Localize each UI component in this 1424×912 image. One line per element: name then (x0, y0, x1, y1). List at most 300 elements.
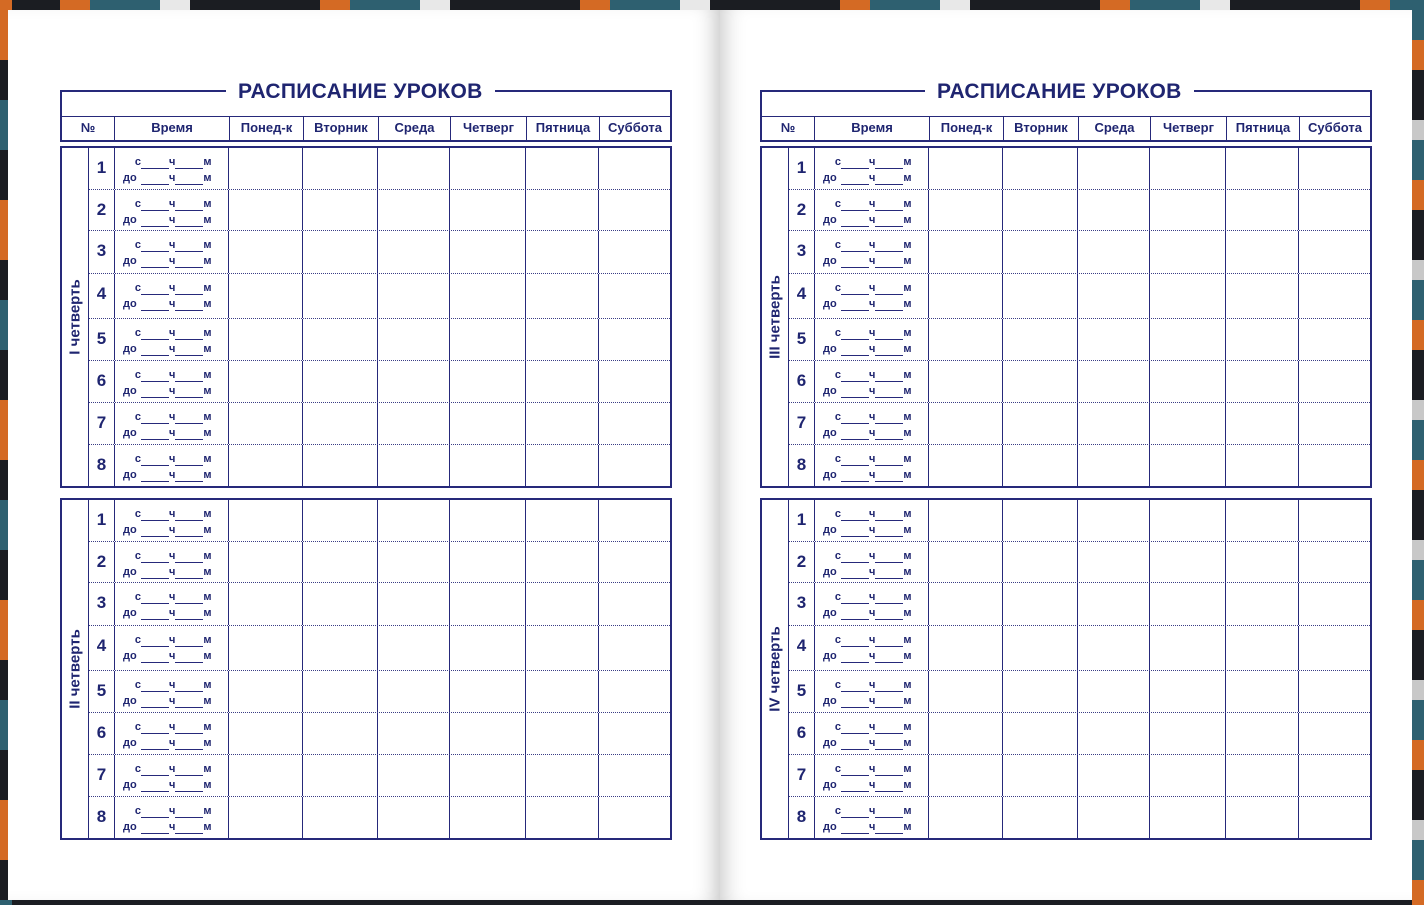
subject-cell[interactable] (229, 713, 303, 754)
subject-cell[interactable] (229, 500, 303, 541)
subject-cell[interactable] (1150, 445, 1226, 488)
lesson-time-field[interactable] (115, 274, 229, 318)
subject-cell[interactable] (378, 148, 450, 189)
subject-cell[interactable] (1078, 361, 1150, 402)
subject-cell[interactable] (1150, 755, 1226, 796)
hours-blank[interactable] (141, 681, 169, 692)
minutes-blank[interactable] (175, 636, 203, 647)
minutes-blank[interactable] (875, 345, 903, 356)
subject-cell[interactable] (450, 713, 526, 754)
subject-cell[interactable] (1150, 671, 1226, 713)
lesson-time-field[interactable] (815, 755, 929, 796)
minutes-blank[interactable] (175, 300, 203, 311)
subject-cell[interactable] (1226, 542, 1299, 583)
minutes-blank[interactable] (175, 345, 203, 356)
subject-cell[interactable] (929, 755, 1003, 796)
subject-cell[interactable] (929, 403, 1003, 444)
subject-cell[interactable] (450, 671, 526, 713)
minutes-blank[interactable] (875, 471, 903, 482)
subject-cell[interactable] (1078, 190, 1150, 231)
minutes-blank[interactable] (875, 455, 903, 466)
subject-cell[interactable] (1003, 190, 1078, 231)
subject-cell[interactable] (1150, 361, 1226, 402)
minutes-blank[interactable] (175, 455, 203, 466)
hours-blank[interactable] (841, 807, 869, 818)
subject-cell[interactable] (1150, 231, 1226, 273)
subject-cell[interactable] (303, 755, 378, 796)
hours-blank[interactable] (841, 257, 869, 268)
subject-cell[interactable] (1226, 445, 1299, 488)
subject-cell[interactable] (929, 671, 1003, 713)
minutes-blank[interactable] (175, 200, 203, 211)
hours-blank[interactable] (141, 526, 169, 537)
subject-cell[interactable] (1003, 583, 1078, 625)
minutes-blank[interactable] (875, 697, 903, 708)
hours-blank[interactable] (141, 609, 169, 620)
subject-cell[interactable] (1299, 626, 1370, 670)
minutes-blank[interactable] (175, 609, 203, 620)
lesson-time-field[interactable] (115, 626, 229, 670)
lesson-time-field[interactable] (815, 148, 929, 189)
hours-blank[interactable] (141, 568, 169, 579)
subject-cell[interactable] (929, 583, 1003, 625)
subject-cell[interactable] (229, 583, 303, 625)
subject-cell[interactable] (599, 797, 670, 840)
subject-cell[interactable] (526, 274, 599, 318)
subject-cell[interactable] (599, 671, 670, 713)
subject-cell[interactable] (929, 231, 1003, 273)
minutes-blank[interactable] (175, 429, 203, 440)
subject-cell[interactable] (1299, 148, 1370, 189)
subject-cell[interactable] (303, 148, 378, 189)
hours-blank[interactable] (141, 329, 169, 340)
subject-cell[interactable] (526, 148, 599, 189)
subject-cell[interactable] (1150, 403, 1226, 444)
hours-blank[interactable] (841, 371, 869, 382)
subject-cell[interactable] (599, 403, 670, 444)
lesson-time-field[interactable] (815, 542, 929, 583)
subject-cell[interactable] (1003, 626, 1078, 670)
minutes-blank[interactable] (875, 174, 903, 185)
minutes-blank[interactable] (175, 739, 203, 750)
hours-blank[interactable] (141, 807, 169, 818)
subject-cell[interactable] (1299, 319, 1370, 361)
subject-cell[interactable] (1078, 713, 1150, 754)
subject-cell[interactable] (229, 797, 303, 840)
minutes-blank[interactable] (175, 216, 203, 227)
lesson-time-field[interactable] (115, 403, 229, 444)
subject-cell[interactable] (1078, 445, 1150, 488)
hours-blank[interactable] (841, 636, 869, 647)
hours-blank[interactable] (141, 781, 169, 792)
subject-cell[interactable] (1226, 274, 1299, 318)
hours-blank[interactable] (141, 429, 169, 440)
subject-cell[interactable] (526, 231, 599, 273)
subject-cell[interactable] (450, 231, 526, 273)
subject-cell[interactable] (450, 148, 526, 189)
hours-blank[interactable] (141, 257, 169, 268)
subject-cell[interactable] (1003, 319, 1078, 361)
lesson-time-field[interactable] (815, 671, 929, 713)
hours-blank[interactable] (841, 241, 869, 252)
minutes-blank[interactable] (875, 652, 903, 663)
subject-cell[interactable] (378, 542, 450, 583)
subject-cell[interactable] (1226, 797, 1299, 840)
subject-cell[interactable] (303, 626, 378, 670)
minutes-blank[interactable] (875, 158, 903, 169)
hours-blank[interactable] (141, 200, 169, 211)
subject-cell[interactable] (1150, 713, 1226, 754)
subject-cell[interactable] (599, 361, 670, 402)
subject-cell[interactable] (1150, 500, 1226, 541)
hours-blank[interactable] (841, 174, 869, 185)
subject-cell[interactable] (929, 361, 1003, 402)
minutes-blank[interactable] (875, 429, 903, 440)
subject-cell[interactable] (378, 755, 450, 796)
hours-blank[interactable] (141, 636, 169, 647)
subject-cell[interactable] (450, 626, 526, 670)
minutes-blank[interactable] (175, 471, 203, 482)
hours-blank[interactable] (841, 593, 869, 604)
lesson-time-field[interactable] (815, 500, 929, 541)
subject-cell[interactable] (526, 500, 599, 541)
lesson-time-field[interactable] (115, 190, 229, 231)
hours-blank[interactable] (141, 413, 169, 424)
subject-cell[interactable] (450, 500, 526, 541)
minutes-blank[interactable] (875, 807, 903, 818)
hours-blank[interactable] (141, 300, 169, 311)
minutes-blank[interactable] (875, 739, 903, 750)
subject-cell[interactable] (378, 445, 450, 488)
subject-cell[interactable] (526, 542, 599, 583)
subject-cell[interactable] (1299, 671, 1370, 713)
minutes-blank[interactable] (175, 765, 203, 776)
subject-cell[interactable] (450, 190, 526, 231)
subject-cell[interactable] (1226, 319, 1299, 361)
hours-blank[interactable] (141, 216, 169, 227)
hours-blank[interactable] (141, 284, 169, 295)
subject-cell[interactable] (929, 626, 1003, 670)
subject-cell[interactable] (1226, 361, 1299, 402)
hours-blank[interactable] (841, 216, 869, 227)
subject-cell[interactable] (1226, 500, 1299, 541)
subject-cell[interactable] (229, 231, 303, 273)
subject-cell[interactable] (1299, 445, 1370, 488)
hours-blank[interactable] (841, 739, 869, 750)
subject-cell[interactable] (450, 361, 526, 402)
subject-cell[interactable] (1003, 542, 1078, 583)
lesson-time-field[interactable] (115, 713, 229, 754)
subject-cell[interactable] (378, 583, 450, 625)
hours-blank[interactable] (141, 697, 169, 708)
subject-cell[interactable] (229, 755, 303, 796)
subject-cell[interactable] (303, 445, 378, 488)
minutes-blank[interactable] (875, 257, 903, 268)
subject-cell[interactable] (526, 626, 599, 670)
lesson-time-field[interactable] (815, 797, 929, 840)
subject-cell[interactable] (1150, 274, 1226, 318)
minutes-blank[interactable] (875, 681, 903, 692)
subject-cell[interactable] (1003, 713, 1078, 754)
subject-cell[interactable] (599, 231, 670, 273)
lesson-time-field[interactable] (115, 671, 229, 713)
minutes-blank[interactable] (175, 823, 203, 834)
subject-cell[interactable] (1226, 148, 1299, 189)
subject-cell[interactable] (1003, 148, 1078, 189)
subject-cell[interactable] (929, 190, 1003, 231)
subject-cell[interactable] (303, 797, 378, 840)
subject-cell[interactable] (229, 542, 303, 583)
minutes-blank[interactable] (175, 723, 203, 734)
lesson-time-field[interactable] (115, 319, 229, 361)
minutes-blank[interactable] (875, 413, 903, 424)
minutes-blank[interactable] (875, 329, 903, 340)
hours-blank[interactable] (141, 593, 169, 604)
subject-cell[interactable] (1150, 148, 1226, 189)
subject-cell[interactable] (1299, 274, 1370, 318)
subject-cell[interactable] (1226, 755, 1299, 796)
hours-blank[interactable] (841, 609, 869, 620)
hours-blank[interactable] (841, 329, 869, 340)
minutes-blank[interactable] (175, 593, 203, 604)
subject-cell[interactable] (1078, 500, 1150, 541)
subject-cell[interactable] (378, 500, 450, 541)
subject-cell[interactable] (1226, 403, 1299, 444)
lesson-time-field[interactable] (115, 231, 229, 273)
minutes-blank[interactable] (875, 765, 903, 776)
lesson-time-field[interactable] (115, 148, 229, 189)
minutes-blank[interactable] (875, 241, 903, 252)
hours-blank[interactable] (141, 241, 169, 252)
hours-blank[interactable] (841, 823, 869, 834)
hours-blank[interactable] (841, 300, 869, 311)
subject-cell[interactable] (1003, 671, 1078, 713)
hours-blank[interactable] (141, 510, 169, 521)
hours-blank[interactable] (141, 739, 169, 750)
minutes-blank[interactable] (875, 284, 903, 295)
minutes-blank[interactable] (175, 371, 203, 382)
subject-cell[interactable] (450, 319, 526, 361)
subject-cell[interactable] (303, 231, 378, 273)
subject-cell[interactable] (303, 361, 378, 402)
minutes-blank[interactable] (875, 387, 903, 398)
subject-cell[interactable] (1299, 542, 1370, 583)
subject-cell[interactable] (599, 148, 670, 189)
subject-cell[interactable] (599, 190, 670, 231)
subject-cell[interactable] (1003, 231, 1078, 273)
minutes-blank[interactable] (175, 552, 203, 563)
subject-cell[interactable] (378, 797, 450, 840)
minutes-blank[interactable] (175, 257, 203, 268)
subject-cell[interactable] (599, 542, 670, 583)
hours-blank[interactable] (841, 765, 869, 776)
subject-cell[interactable] (929, 148, 1003, 189)
subject-cell[interactable] (229, 190, 303, 231)
lesson-time-field[interactable] (815, 445, 929, 488)
subject-cell[interactable] (1078, 319, 1150, 361)
subject-cell[interactable] (1003, 500, 1078, 541)
subject-cell[interactable] (1003, 361, 1078, 402)
subject-cell[interactable] (526, 190, 599, 231)
subject-cell[interactable] (1078, 231, 1150, 273)
minutes-blank[interactable] (875, 300, 903, 311)
hours-blank[interactable] (841, 455, 869, 466)
minutes-blank[interactable] (175, 681, 203, 692)
subject-cell[interactable] (1150, 190, 1226, 231)
minutes-blank[interactable] (175, 284, 203, 295)
hours-blank[interactable] (141, 823, 169, 834)
subject-cell[interactable] (1150, 542, 1226, 583)
minutes-blank[interactable] (175, 329, 203, 340)
subject-cell[interactable] (1078, 671, 1150, 713)
subject-cell[interactable] (526, 319, 599, 361)
subject-cell[interactable] (1078, 274, 1150, 318)
subject-cell[interactable] (1003, 755, 1078, 796)
subject-cell[interactable] (1299, 190, 1370, 231)
hours-blank[interactable] (841, 568, 869, 579)
subject-cell[interactable] (1226, 626, 1299, 670)
subject-cell[interactable] (303, 190, 378, 231)
hours-blank[interactable] (841, 552, 869, 563)
subject-cell[interactable] (599, 713, 670, 754)
minutes-blank[interactable] (875, 568, 903, 579)
subject-cell[interactable] (599, 626, 670, 670)
minutes-blank[interactable] (875, 200, 903, 211)
subject-cell[interactable] (1003, 445, 1078, 488)
lesson-time-field[interactable] (115, 542, 229, 583)
subject-cell[interactable] (303, 671, 378, 713)
subject-cell[interactable] (929, 319, 1003, 361)
minutes-blank[interactable] (875, 609, 903, 620)
hours-blank[interactable] (841, 723, 869, 734)
hours-blank[interactable] (841, 387, 869, 398)
minutes-blank[interactable] (175, 807, 203, 818)
hours-blank[interactable] (141, 174, 169, 185)
subject-cell[interactable] (1299, 403, 1370, 444)
hours-blank[interactable] (841, 158, 869, 169)
subject-cell[interactable] (1078, 542, 1150, 583)
subject-cell[interactable] (450, 755, 526, 796)
lesson-time-field[interactable] (815, 361, 929, 402)
minutes-blank[interactable] (875, 636, 903, 647)
lesson-time-field[interactable] (815, 403, 929, 444)
subject-cell[interactable] (303, 542, 378, 583)
hours-blank[interactable] (141, 652, 169, 663)
hours-blank[interactable] (841, 200, 869, 211)
hours-blank[interactable] (141, 345, 169, 356)
subject-cell[interactable] (1226, 190, 1299, 231)
subject-cell[interactable] (450, 403, 526, 444)
subject-cell[interactable] (378, 671, 450, 713)
subject-cell[interactable] (1150, 797, 1226, 840)
hours-blank[interactable] (141, 455, 169, 466)
subject-cell[interactable] (1078, 148, 1150, 189)
hours-blank[interactable] (841, 510, 869, 521)
subject-cell[interactable] (303, 713, 378, 754)
lesson-time-field[interactable] (815, 713, 929, 754)
subject-cell[interactable] (1299, 500, 1370, 541)
lesson-time-field[interactable] (115, 445, 229, 488)
minutes-blank[interactable] (175, 568, 203, 579)
hours-blank[interactable] (841, 781, 869, 792)
minutes-blank[interactable] (175, 781, 203, 792)
minutes-blank[interactable] (875, 526, 903, 537)
subject-cell[interactable] (450, 797, 526, 840)
hours-blank[interactable] (841, 429, 869, 440)
subject-cell[interactable] (450, 274, 526, 318)
subject-cell[interactable] (450, 583, 526, 625)
hours-blank[interactable] (841, 652, 869, 663)
minutes-blank[interactable] (175, 241, 203, 252)
subject-cell[interactable] (378, 626, 450, 670)
hours-blank[interactable] (841, 681, 869, 692)
minutes-blank[interactable] (175, 174, 203, 185)
subject-cell[interactable] (599, 319, 670, 361)
subject-cell[interactable] (1150, 626, 1226, 670)
subject-cell[interactable] (526, 755, 599, 796)
subject-cell[interactable] (929, 542, 1003, 583)
subject-cell[interactable] (526, 797, 599, 840)
subject-cell[interactable] (229, 626, 303, 670)
minutes-blank[interactable] (175, 652, 203, 663)
subject-cell[interactable] (229, 671, 303, 713)
subject-cell[interactable] (229, 403, 303, 444)
lesson-time-field[interactable] (115, 583, 229, 625)
subject-cell[interactable] (229, 319, 303, 361)
subject-cell[interactable] (378, 190, 450, 231)
hours-blank[interactable] (141, 765, 169, 776)
hours-blank[interactable] (841, 526, 869, 537)
subject-cell[interactable] (1226, 671, 1299, 713)
minutes-blank[interactable] (875, 216, 903, 227)
hours-blank[interactable] (141, 723, 169, 734)
subject-cell[interactable] (378, 361, 450, 402)
hours-blank[interactable] (141, 552, 169, 563)
subject-cell[interactable] (526, 445, 599, 488)
subject-cell[interactable] (526, 403, 599, 444)
subject-cell[interactable] (599, 274, 670, 318)
lesson-time-field[interactable] (115, 755, 229, 796)
subject-cell[interactable] (1299, 583, 1370, 625)
minutes-blank[interactable] (175, 526, 203, 537)
subject-cell[interactable] (450, 542, 526, 583)
subject-cell[interactable] (1226, 583, 1299, 625)
hours-blank[interactable] (841, 413, 869, 424)
minutes-blank[interactable] (875, 552, 903, 563)
minutes-blank[interactable] (875, 781, 903, 792)
subject-cell[interactable] (1150, 583, 1226, 625)
subject-cell[interactable] (303, 274, 378, 318)
subject-cell[interactable] (526, 713, 599, 754)
subject-cell[interactable] (378, 231, 450, 273)
subject-cell[interactable] (229, 148, 303, 189)
subject-cell[interactable] (526, 583, 599, 625)
subject-cell[interactable] (929, 500, 1003, 541)
lesson-time-field[interactable] (115, 797, 229, 840)
subject-cell[interactable] (1226, 713, 1299, 754)
subject-cell[interactable] (378, 274, 450, 318)
subject-cell[interactable] (929, 445, 1003, 488)
subject-cell[interactable] (1003, 797, 1078, 840)
hours-blank[interactable] (141, 471, 169, 482)
subject-cell[interactable] (1078, 755, 1150, 796)
subject-cell[interactable] (1003, 403, 1078, 444)
minutes-blank[interactable] (875, 510, 903, 521)
subject-cell[interactable] (1078, 797, 1150, 840)
subject-cell[interactable] (303, 403, 378, 444)
subject-cell[interactable] (1299, 231, 1370, 273)
subject-cell[interactable] (303, 583, 378, 625)
